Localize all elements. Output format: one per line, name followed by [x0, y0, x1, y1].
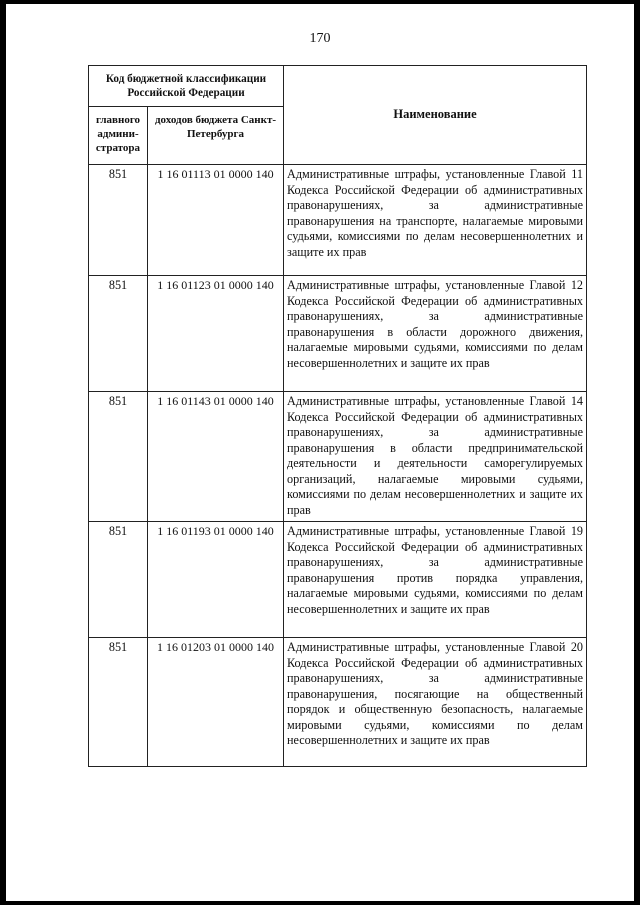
table-row	[89, 276, 587, 392]
header-budget-income: доходов бюджета Санкт-Петербурга	[148, 107, 284, 165]
admin-code-cell: 851	[89, 522, 148, 638]
income-code-cell: 1 16 01193 01 0000 140	[148, 522, 284, 638]
budget-classification-table	[88, 65, 587, 767]
income-code-cell: 1 16 01203 01 0000 140	[148, 638, 284, 767]
name-cell: Административные штрафы, установленные Главой 11 Кодекса Российской Федерации об административных правонарушениях, за административные правонарушения на транспорте, налагаемые мировыми судьями, комиссиями по делам несовершеннолетних и защите их прав	[284, 165, 587, 276]
admin-code-cell: 851	[89, 638, 148, 767]
header-name: Наименование	[284, 66, 587, 165]
income-code-cell: 1 16 01143 01 0000 140	[148, 392, 284, 522]
name-cell: Административные штрафы, установленные Главой 20 Кодекса Российской Федерации об административных правонарушениях, за административные правонарушения, посягающие на общественный порядок и общественную безопасность, налагаемые мировыми судьями, комиссиями по делам несовершеннолетних и защите их прав	[284, 638, 587, 767]
page-number: 170	[309, 31, 331, 46]
income-code-cell: 1 16 01123 01 0000 140	[148, 276, 284, 392]
name-cell: Административные штрафы, установленные Главой 19 Кодекса Российской Федерации об административных правонарушениях, за административные правонарушения против порядка управления, налагаемые мировыми судьями, комиссиями по делам несовершеннолетних и защите их прав	[284, 522, 587, 638]
admin-code-cell: 851	[89, 276, 148, 392]
table-row	[89, 165, 587, 276]
table-row	[89, 392, 587, 522]
table-row	[89, 522, 587, 638]
table-row	[89, 638, 587, 767]
header-budget-classification-code: Код бюджетной классификации Российской Федерации	[89, 66, 284, 107]
income-code-cell: 1 16 01113 01 0000 140	[148, 165, 284, 276]
name-cell: Административные штрафы, установленные Главой 12 Кодекса Российской Федерации об административных правонарушениях, за административные правонарушения в области дорожного движения, налагаемые мировыми судьями, комиссиями по делам несовершеннолетних и защите их прав	[284, 276, 587, 392]
header-chief-administrator: главного админи-стратора	[89, 107, 148, 165]
table-header-row	[89, 66, 587, 107]
admin-code-cell: 851	[89, 392, 148, 522]
document-page	[6, 4, 634, 901]
name-cell: Административные штрафы, установленные Главой 14 Кодекса Российской Федерации об административных правонарушениях, за административные правонарушения в области предпринимательской деятельности и деятельности саморегулируемых организаций, налагаемые мировыми судьями, комиссиями по делам несовершеннолетних и защите их прав	[284, 392, 587, 522]
admin-code-cell: 851	[89, 165, 148, 276]
